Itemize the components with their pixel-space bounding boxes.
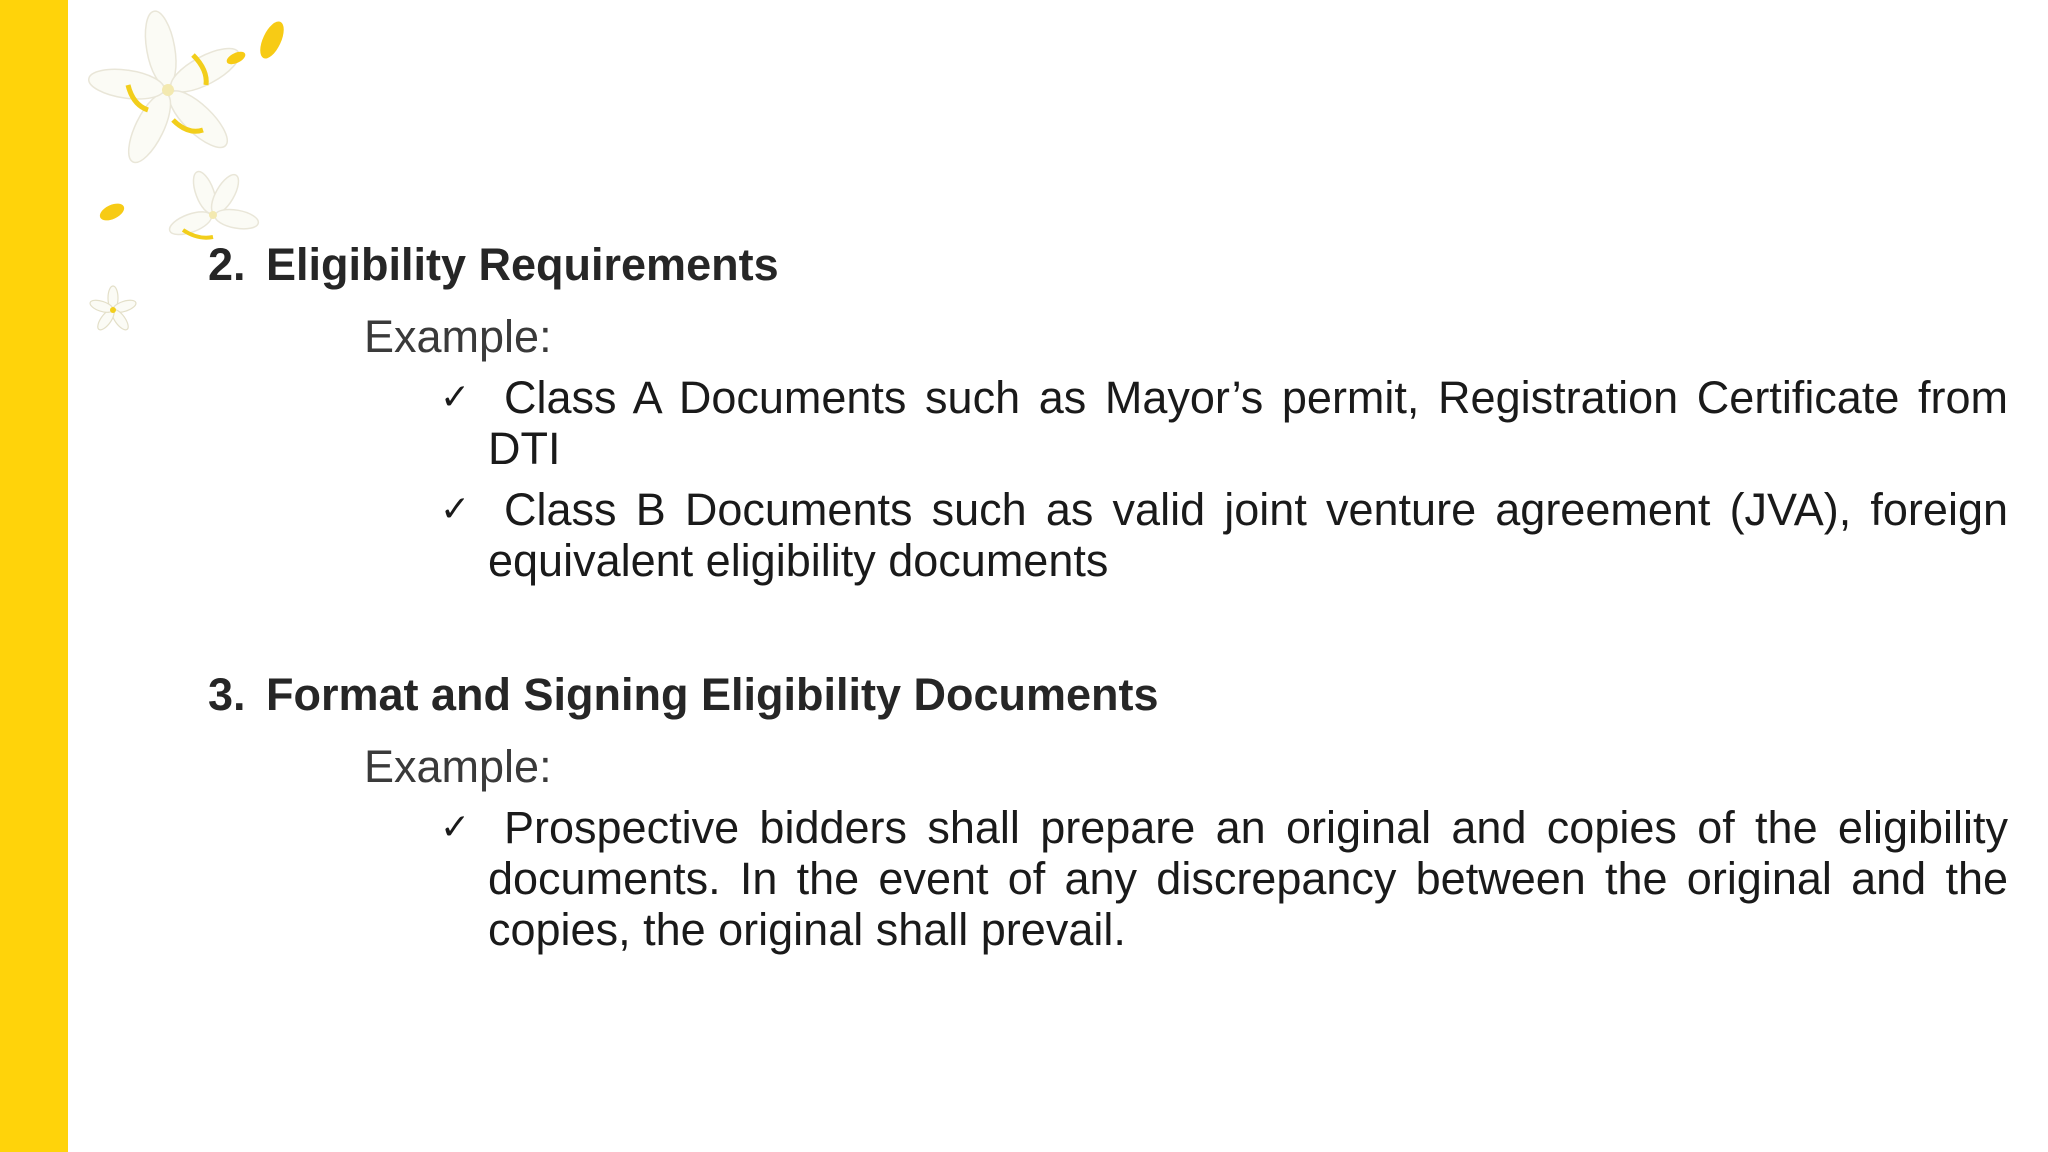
- list-item-text: Prospective bidders shall prepare an original and copies of the eligibility documents. In the event of any discrepancy between the original and the copies, the original shall prevail.: [488, 802, 2008, 955]
- list-item-text: Class B Documents such as valid joint venture agreement (JVA), foreign equivalent eligibility documents: [488, 484, 2008, 586]
- checkmark-icon: ✓: [440, 377, 471, 418]
- list-item: [440, 802, 2008, 955]
- section-number: 2.: [208, 239, 246, 290]
- section-number: 3.: [208, 669, 246, 720]
- example-label: Example:: [364, 741, 552, 792]
- list-item: [440, 484, 2008, 586]
- section-title: Format and Signing Eligibility Documents: [266, 669, 1159, 720]
- section-heading: [208, 668, 1159, 722]
- section-title: Eligibility Requirements: [266, 239, 779, 290]
- section-heading: [208, 238, 779, 292]
- checkmark-icon: ✓: [440, 807, 471, 848]
- example-label: Example:: [364, 311, 552, 362]
- list-item-text: Class A Documents such as Mayor’s permit, Registration Certificate from DTI: [488, 372, 2008, 474]
- list-item: [440, 372, 2008, 474]
- checkmark-icon: ✓: [440, 489, 471, 530]
